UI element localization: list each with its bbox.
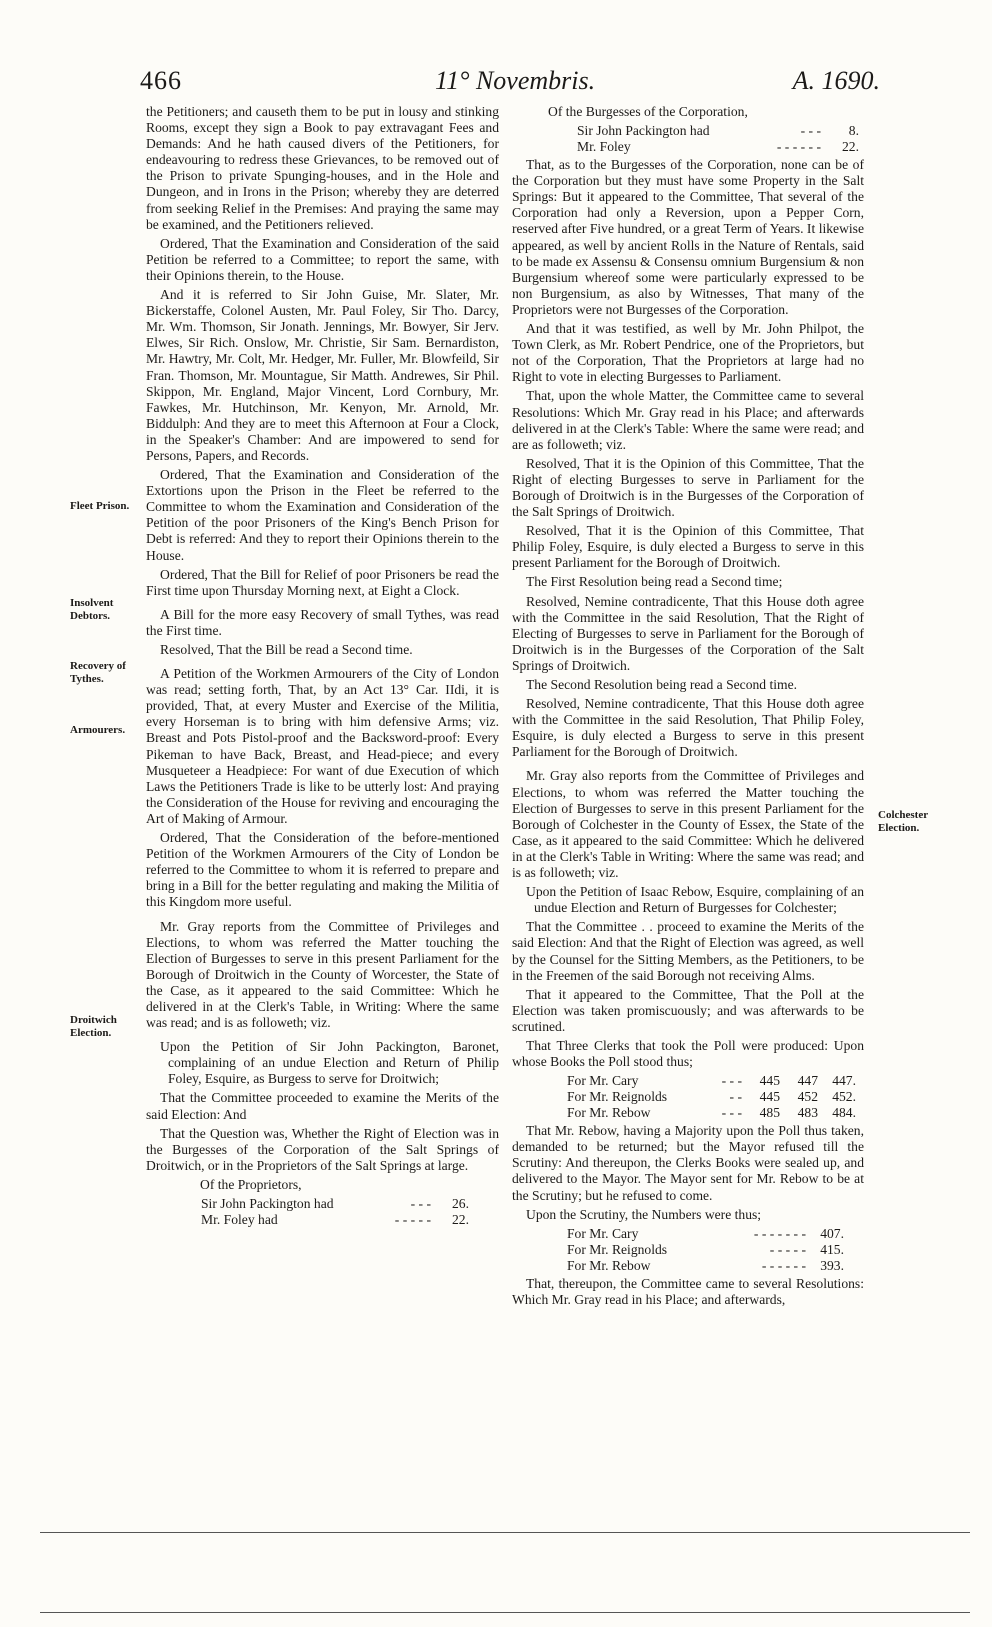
vote-count: 407. (820, 1225, 844, 1241)
table-row (567, 1105, 856, 1121)
paragraph: That, as to the Burgesses of the Corporation, none can be of the Corporation but they must have some Property in the Salt Springs: But it appeared to the Committee, That several of the Corporation had only a Reversion, upon a Pepper Corn, reserved after Five hundred, or a great Term of Years. It likewise appeared, as well by ancient Rolls in the Nature of Rentals, said to be made ex Assensu & Consensu omnium Burgensium & non Burgensium whereof some were particularly expressed to be non Burgensium, as also by Witnesses, That many of the Proprietors were not Burgesses of the Corporation. (512, 157, 864, 317)
leader-dashes: - - - - - - (761, 1257, 806, 1273)
leader-dashes: - - - (721, 1073, 742, 1089)
candidate-name: Mr. Foley (577, 139, 631, 155)
leader-dashes: - - - - - - - (753, 1225, 806, 1241)
vote-count: 445 (759, 1089, 780, 1105)
paragraph: Ordered, That the Examination and Consideration of the Extortions upon the Prison in the Fleet be referred to the Committee to whom the Examination and Consideration of the Petition of the poor Prisoners of the King's Bench Prison for Debt is referred: And they to report their Opinions therein to the House. (146, 467, 499, 563)
paragraph: That the Question was, Whether the Right of Election was in the Burgesses of the Corporation of the Salt Springs of Droitwich, or in the Proprietors of the Salt Springs at large. (146, 1125, 499, 1173)
candidate-name: For Mr. Cary (567, 1073, 639, 1089)
paragraph: A Bill for the more easy Recovery of small Tythes, was read the First time. (146, 606, 499, 638)
margin-note-recovery-tythes: Recovery of Tythes. (70, 660, 126, 685)
vote-count: 26. (452, 1196, 469, 1211)
paragraph: Resolved, Nemine contradicente, That this House doth agree with the Committee in the said Resolution, That the Right of Electing of Burgesses to serve in Parliament for the Borough of Droitwich is in the Burgesses of the Corporation of the Salt Springs of Droitwich. (512, 593, 864, 673)
vote-count: 393. (820, 1257, 844, 1273)
candidate-name: For Mr. Cary (567, 1225, 639, 1241)
paragraph: Resolved, That it is the Opinion of this Committee, That the Right of electing Burgesses to serve in Parliament for the Borough of Droitwich is in the Burgesses of the Corporation of the Salt Springs of Droitwich. (512, 455, 864, 520)
paragraph: That it appeared to the Committee, That the Poll at the Election was taken promiscuously; and was afterwards to be scrutined. (512, 986, 864, 1034)
candidate-name: For Mr. Reignolds (567, 1089, 668, 1105)
paragraph: And that it was testified, as well by Mr. John Philpot, the Town Clerk, as Mr. Robert Pendrice, one of the Proprietors, but not of the Corporation, That the Proprietors at large had no Right to vote in electing Burgesses to Parliament. (512, 321, 864, 385)
paragraph: That Mr. Rebow, having a Majority upon the Poll thus taken, demanded to be returned; but the Mayor refused till the Scrutiny: And thereupon, the Clerks Books were sealed up, and delivered to the Mayor. The Mayor sent for Mr. Rebow to be at the Scrutiny; but he refused to come. (512, 1123, 864, 1203)
leader-dashes: - - (729, 1089, 742, 1105)
poll-first-table (512, 1073, 864, 1121)
paragraph: That the Committee proceeded to examine the Merits of the said Election: And (146, 1090, 499, 1122)
margin-note-armourers: Armourers. (70, 724, 126, 736)
paragraph: The First Resolution being read a Second time; (526, 574, 783, 590)
paragraph: That Three Clerks that took the Poll were produced: Upon whose Books the Poll stood thus; (512, 1037, 864, 1070)
candidate-name: For Mr. Reignolds (567, 1241, 668, 1257)
leader-dashes: - - - - - - (776, 139, 821, 155)
paragraph: That, upon the whole Matter, the Committee came to several Resolutions: Which Mr. Gray read in his Place; and afterwards delivered in at the Clerk's Table: Where the same were read; and are as followeth; viz. (512, 388, 864, 452)
proprietors-heading: Of the Proprietors, (200, 1176, 302, 1192)
vote-count: 485 (759, 1105, 780, 1121)
paragraph: That, thereupon, the Committee came to several Resolutions: Which Mr. Gray read in his Place; and afterwards, (512, 1275, 864, 1307)
leader-dashes: - - - (721, 1105, 742, 1121)
paragraph: Ordered, That the Bill for Relief of poor Prisoners be read the First time upon Thursday Morning next, at Eight a Clock. (146, 566, 499, 598)
vote-count: 445 (759, 1073, 780, 1089)
table-row (201, 1196, 469, 1212)
table-row (567, 1258, 844, 1274)
vote-count: 8. (848, 123, 859, 139)
vote-count: 22. (842, 139, 859, 155)
table-row (577, 123, 859, 139)
paragraph: Ordered, That the Consideration of the before-mentioned Petition of the Workmen Armourers of the City of London be referred to the Committee to whom it is referred to prepare and bring in a Bill for the better regulating and making the Militia of this Kingdom more useful. (146, 830, 499, 910)
vote-count: 452 (797, 1089, 818, 1105)
vote-count: 415. (820, 1241, 844, 1257)
table-row (567, 1226, 844, 1242)
vote-count: 447 (797, 1073, 818, 1089)
page-header (140, 66, 880, 106)
margin-note-colchester: Colchester Election. (878, 809, 928, 834)
page-year: A. 1690. (792, 66, 880, 95)
paragraph: Upon the Scrutiny, the Numbers were thus; (526, 1206, 762, 1222)
vote-count: 484. (832, 1105, 856, 1121)
paragraph: the Petitioners; and causeth them to be put in lousy and stinking Rooms, except they sign a Book to pay extravagant Fees and Demands: And he hath caused divers of the Petitioners, for endeavouring to redress these Grievances, to be removed out of the Prison to private Spunging-houses, and in the Hole and Dungeon, and in Irons in the Prison; whereby they are deterred from seeking Relief in the Premises: And praying the same may be examined, and the Petitioners relieved. (146, 104, 499, 232)
paragraph: Resolved, Nemine contradicente, That this House doth agree with the Committee in the said Resolution, That Philip Foley, Esquire, is duly elected a Burgess to serve in this present Parliament for the Borough of Droitwich. (512, 696, 864, 760)
candidate-name: For Mr. Rebow (567, 1105, 651, 1121)
paragraph: Mr. Gray reports from the Committee of Privileges and Elections, to whom was referred the Matter touching the Election of Burgesses to serve in this present Parliament for the Borough of Droitwich in the County of Worcester, the State of the Case, as it appeared to the said Committee: Which he delivered in at the Clerk's Table, in Writing: Where the same was read; and is as followeth; viz. (146, 918, 499, 1031)
bottom-rule (40, 1532, 970, 1533)
table-row (201, 1212, 469, 1228)
candidate-name: Sir John Packington had (201, 1196, 334, 1211)
leader-dashes: - - - (800, 123, 821, 139)
page-number: 466 (140, 66, 182, 95)
table-row (577, 139, 859, 155)
paragraph: And it is referred to Sir John Guise, Mr. Slater, Mr. Bickerstaffe, Colonel Austen, Mr. Paul Foley, Sir Tho. Darcy, Mr. Wm. Thomson, Sir Jonath. Jennings, Mr. Bowyer, Sir Jerv. Elwes, Sir Rich. Onslow, Mr. Christie, Sir Sam. Bernardiston, Mr. Hawtry, Mr. Colt, Mr. Hedger, Mr. Fuller, Mr. Blowfeild, Sir Fran. Thomson, Mr. Mountague, Sir Matth. Andrewes, Sir Phil. Skippon, Mr. England, Major Vincent, Lord Cornbury, Mr. Fawkes, Mr. Hutchinson, Mr. Kenyon, Mr. Arnold, Mr. Biddulph: And they are to meet this Afternoon at Four a Clock, in the Speaker's Chamber: And are impowered to send for Persons, Papers, and Records. (146, 287, 499, 463)
margin-note-droitwich: Droitwich Election. (70, 1014, 117, 1039)
burgesses-table (512, 123, 864, 155)
table-row (567, 1089, 856, 1105)
vote-count: 483 (797, 1105, 818, 1121)
paragraph: That the Committee . . proceed to examine the Merits of the said Election: And that the Right of Election was agreed, as well by the Counsel for the Sitting Members, as the Petitioners, to be in the Freemen of the said Borough not receiving Alms. (512, 919, 864, 983)
poll-scrutiny-table (512, 1226, 864, 1274)
candidate-name: Sir John Packington had (577, 123, 710, 139)
paragraph: Upon the Petition of Isaac Rebow, Esquire, complaining of an undue Election and Return of Burgesses for Colchester; (526, 884, 864, 916)
page-date: 11° Novembris. (435, 66, 596, 95)
candidate-name: Mr. Foley had (201, 1212, 278, 1227)
candidate-name: For Mr. Rebow (567, 1257, 651, 1273)
paragraph: Resolved, That it is the Opinion of this Committee, That Philip Foley, Esquire, is duly elected a Burgess to serve in this present Parliament for the Borough of Droitwich. (512, 523, 864, 571)
leader-dashes: - - - - - (769, 1241, 806, 1257)
margin-note-insolvent-debtors: Insolvent Debtors. (70, 597, 114, 622)
paragraph: Upon the Petition of Sir John Packington, Baronet, complaining of an undue Election and Return of Philip Foley, Esquire, as Burgess to serve for Droitwich; (160, 1039, 499, 1087)
vote-count: 452. (832, 1089, 856, 1105)
leader-dashes: - - - - - (394, 1212, 431, 1227)
margin-note-fleet-prison: Fleet Prison. (70, 500, 130, 512)
leader-dashes: - - - (410, 1196, 431, 1211)
paragraph: Resolved, That the Bill be read a Second time. (160, 642, 413, 657)
left-column (146, 104, 499, 1230)
proprietors-table (146, 1196, 499, 1228)
table-row (567, 1242, 844, 1258)
paragraph: The Second Resolution being read a Second time. (526, 677, 798, 692)
vote-count: 22. (452, 1212, 469, 1227)
bottom-rule (40, 1612, 970, 1613)
right-column (512, 104, 864, 1311)
paragraph: Ordered, That the Examination and Consideration of the said Petition be referred to a Committee; to report the same, with their Opinions therein, to the House. (146, 235, 499, 283)
burgesses-heading: Of the Burgesses of the Corporation, (548, 104, 748, 119)
paragraph: A Petition of the Workmen Armourers of the City of London was read; setting forth, That, by an Act 13° Car. IIdi, it is provided, That, at every Muster and Exercise of the Militia, every Horseman is to bring with him defensive Arms; viz. Breast and Pots Pistol-proof and the Backsword-proof: Every Pikeman to have Back, Breast, and Head-piece; and every Musqueteer a Headpiece: For want of due Execution of which Laws the Petitioners Trade is like to be utterly lost: And praying the Consideration of the House for reviving and encouraging the Art of Making of Armour. (146, 666, 499, 826)
table-row (567, 1073, 856, 1089)
paragraph: Mr. Gray also reports from the Committee of Privileges and Elections, to whom was referred the Matter touching the Election of Burgesses to serve in this present Parliament for the Borough of Colchester in the County of Essex, the State of the Case, as it appeared to the said Committee: Which he delivered in at the Clerk's Table in Writing: Where the same was read; and is as followeth; viz. (512, 768, 864, 881)
vote-count: 447. (832, 1073, 856, 1089)
